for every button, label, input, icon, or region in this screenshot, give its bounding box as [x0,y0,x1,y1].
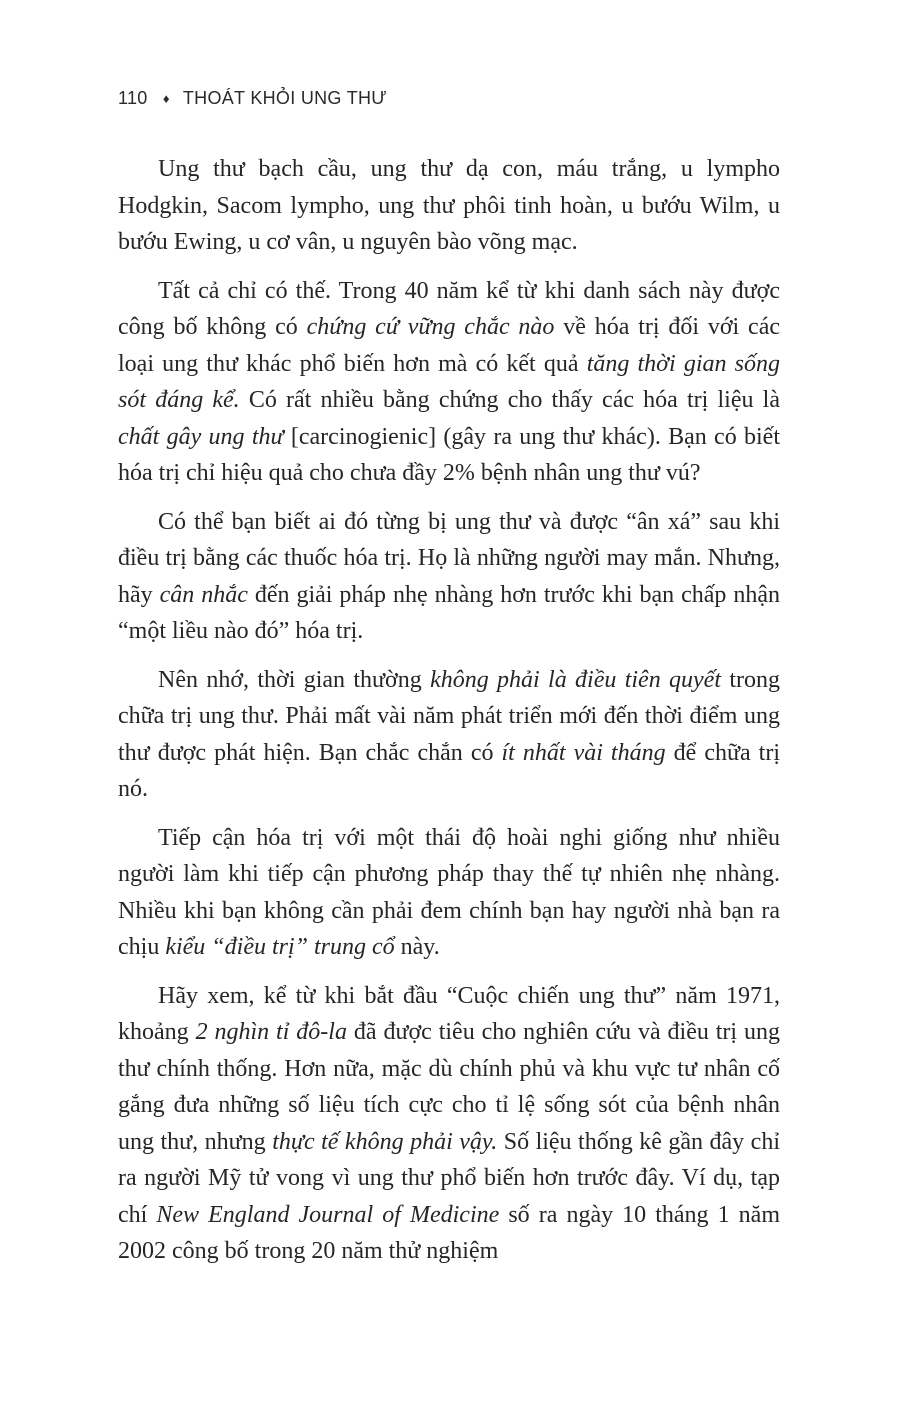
italic-emphasis: ít nhất vài tháng [501,739,666,766]
text-run: để chữa trị nó. [118,739,780,802]
text-run: đến giải pháp nhẹ nhàng hơn trước khi bạn chấp nhận “một liều nào đó” hóa trị. [118,581,781,644]
paragraph [118,151,780,261]
text-run: Có rất nhiều bằng chứng cho thấy các hóa trị liệu là [239,387,780,413]
italic-emphasis: tăng thời gian sống sót đáng kể. [118,350,780,413]
text-run: trong chữa trị ung thư. Phải mất vài năm phát triển mới đến thời điểm ung thư được phát hiện. Bạn chắc chắn có [118,666,780,766]
italic-emphasis: chất gây ung thư [118,423,284,450]
text-run: đã được tiêu cho nghiên cứu và điều trị ung thư chính thống. Hơn nữa, mặc dù chính phủ và khu vực tư nhân cố gắng đưa những số liệu tích cực cho tỉ lệ sống sót của bệnh nhân ung thư, nhưng [118,1019,780,1155]
italic-emphasis: 2 nghìn tỉ đô-la [195,1019,347,1045]
text-run: này. [394,934,440,960]
paragraph [118,504,780,650]
text-run: Hãy xem, kể từ khi bắt đầu “Cuộc chiến ung thư” năm 1971, khoảng [118,982,780,1045]
text-run: Ung thư bạch cầu, ung thư dạ con, máu trắng, u lympho Hodgkin, Sacom lympho, ung thư phôi tinh hoàn, u bướu Wilm, u bướu Ewing, u cơ vân, u nguyên bào võng mạc. [118,156,780,255]
text-run: số ra ngày 10 tháng 1 năm 2002 công bố trong 20 năm thử nghiệm [118,1201,780,1264]
paragraph [118,820,780,966]
text-run: về hóa trị đối với các loại ung thư khác phổ biến hơn mà có kết quả [118,314,780,377]
italic-emphasis: New England Journal of Medicine [156,1201,500,1228]
paragraph [118,662,780,808]
italic-emphasis: chứng cứ vững chắc nào [306,314,555,340]
italic-emphasis: thực tế không phải vậy. [272,1128,498,1155]
body-text [118,151,780,1282]
book-title: THOÁT KHỎI UNG THƯ [182,88,387,108]
page-number: 110 [118,88,148,108]
diamond-separator-icon: ♦ [162,91,170,106]
italic-emphasis: không phải là điều tiên quyết [430,666,721,693]
paragraph [118,273,780,492]
paragraph [118,978,780,1270]
italic-emphasis: kiểu “điều trị” trung cổ [165,934,395,960]
italic-emphasis: cân nhắc [159,581,248,608]
running-header [118,88,387,109]
text-run: Có thể bạn biết ai đó từng bị ung thư và được “ân xá” sau khi điều trị bằng các thuốc hóa trị. Họ là những người may mắn. Nhưng, hãy [118,508,780,608]
text-run: Nên nhớ, thời gian thường [158,666,431,693]
text-run: Tất cả chỉ có thế. Trong 40 năm kể từ khi danh sách này được công bố không có [118,277,780,340]
text-run: Số liệu thống kê gần đây chỉ ra người Mỹ tử vong vì ung thư phổ biến hơn trước đây. Ví dụ, tạp chí [118,1128,780,1228]
text-run: Tiếp cận hóa trị với một thái độ hoài nghi giống như nhiều người làm khi tiếp cận phương pháp thay thế tự nhiên nhẹ nhàng. Nhiều khi bạn không cần phải đem chính bạn hay người nhà bạn ra chịu [118,824,780,960]
text-run: [carcinogienic] (gây ra ung thư khác). Bạn có biết hóa trị chỉ hiệu quả cho chưa đầy 2% bệnh nhân ung thư vú? [118,423,780,486]
